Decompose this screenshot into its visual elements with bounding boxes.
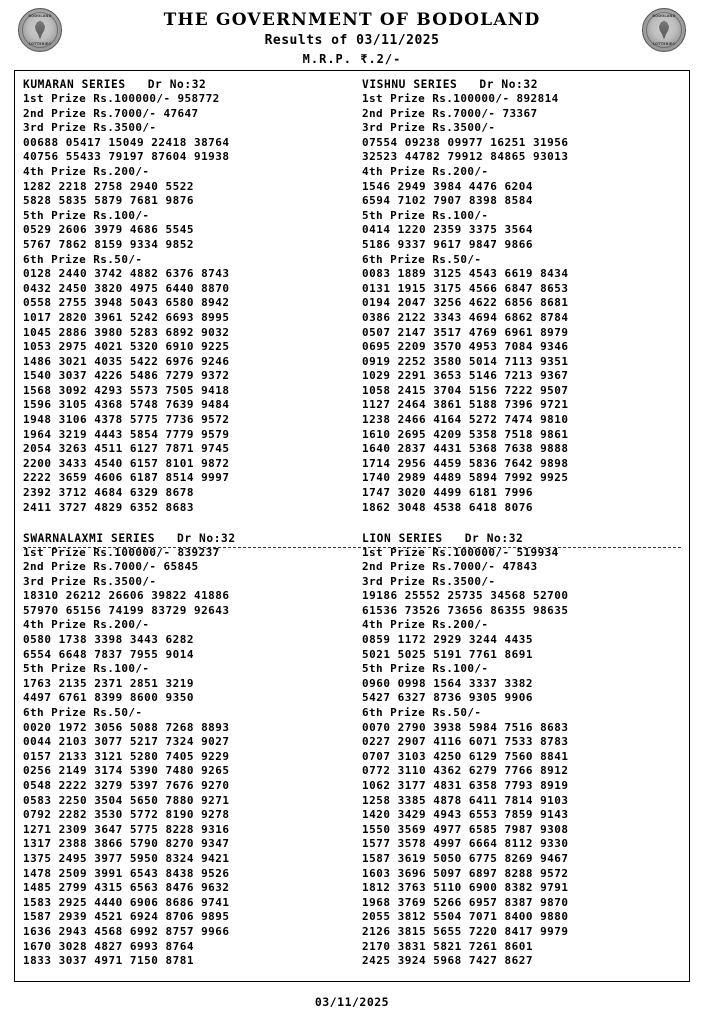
bodoland-emblem-left-icon <box>18 8 62 52</box>
number-line: 1968 3769 5266 6957 8387 9870 <box>362 895 569 909</box>
series-block-lion <box>352 524 681 978</box>
number-line: 0128 2440 3742 4882 6376 8743 <box>23 267 230 281</box>
number-line: 0256 2149 3174 5390 7480 9265 <box>23 764 230 778</box>
prize-line: 2nd Prize Rs.7000/- 65845 <box>23 560 199 574</box>
series-title: LION SERIES Dr No:32 <box>362 531 524 545</box>
number-line: 1568 3092 4293 5573 7505 9418 <box>23 383 230 397</box>
number-line: 2222 3659 4606 6187 8514 9997 <box>23 471 230 485</box>
number-line: 1747 3020 4499 6181 7996 <box>362 486 533 500</box>
number-line: 0580 1738 3398 3443 6282 <box>23 633 194 647</box>
number-line: 1127 2464 3861 5188 7396 9721 <box>362 398 569 412</box>
number-line: 1636 2943 4568 6992 8757 9966 <box>23 924 230 938</box>
number-line: 0558 2755 3948 5043 6580 8942 <box>23 296 230 310</box>
number-line: 2126 3815 5655 7220 8417 9979 <box>362 924 569 938</box>
emblem-top-text: BODOLAND <box>28 14 52 18</box>
number-line: 0919 2252 3580 5014 7113 9351 <box>362 354 569 368</box>
prize-line: 4th Prize Rs.200/- <box>362 618 489 632</box>
number-line: 1603 3696 5097 6897 8288 9572 <box>362 866 569 880</box>
number-line: 1258 3385 4878 6411 7814 9103 <box>362 793 569 807</box>
number-line: 1596 3105 4368 5748 7639 9484 <box>23 398 230 412</box>
number-line: 0548 2222 3279 5397 7676 9270 <box>23 779 230 792</box>
number-line: 1045 2886 3980 5283 6892 9032 <box>23 325 230 339</box>
number-line: 07554 09238 09977 16251 31956 <box>362 135 569 149</box>
number-line: 1485 2799 4315 6563 8476 9632 <box>23 881 230 895</box>
series-block-swarnalaxmi <box>23 524 352 978</box>
prize-line: 6th Prize Rs.50/- <box>23 252 143 266</box>
prize-line: 3rd Prize Rs.3500/- <box>362 574 496 588</box>
prize-line: 1st Prize Rs.100000/- 892814 <box>362 92 559 105</box>
emblem-bottom-text: LOTTERIES <box>28 42 52 46</box>
number-line: 1577 3578 4997 6664 8112 9330 <box>362 837 569 851</box>
prize-line: 6th Prize Rs.50/- <box>362 706 482 720</box>
prize-line: 2nd Prize Rs.7000/- 47843 <box>362 560 538 574</box>
number-line: 1271 2309 3647 5775 8228 9316 <box>23 822 230 836</box>
number-line: 0227 2907 4116 6071 7533 8783 <box>362 735 569 749</box>
results-box <box>14 70 690 982</box>
number-line: 1833 3037 4971 7150 8781 <box>23 954 194 968</box>
prize-line: 6th Prize Rs.50/- <box>362 252 482 266</box>
number-line: 0432 2450 3820 4975 6440 8870 <box>23 281 230 295</box>
prize-line: 1st Prize Rs.100000/- 958772 <box>23 92 220 105</box>
number-line: 0414 1220 2359 3375 3564 <box>362 223 533 237</box>
number-line: 19186 25552 25735 34568 52700 <box>362 589 569 603</box>
prize-line: 4th Prize Rs.200/- <box>23 164 150 178</box>
number-line: 1812 3763 5110 6900 8382 9791 <box>362 881 569 895</box>
prize-line: 6th Prize Rs.50/- <box>23 706 143 720</box>
number-line: 2055 3812 5504 7071 8400 9880 <box>362 910 569 924</box>
number-line: 61536 73526 73656 86355 98635 <box>362 603 569 617</box>
number-line: 5186 9337 9617 9847 9866 <box>362 237 533 251</box>
number-line: 1587 2939 4521 6924 8706 9895 <box>23 910 230 924</box>
number-line: 0529 2606 3979 4686 5545 <box>23 223 194 237</box>
number-line: 2054 3263 4511 6127 7871 9745 <box>23 442 230 456</box>
number-line: 0792 2282 3530 5772 8190 9278 <box>23 808 230 822</box>
prize-line: 5th Prize Rs.100/- <box>23 662 150 676</box>
number-line: 0583 2250 3504 5650 7880 9271 <box>23 793 230 807</box>
number-line: 1740 2989 4489 5894 7992 9925 <box>362 471 569 485</box>
prize-line: 3rd Prize Rs.3500/- <box>362 121 496 135</box>
number-line: 1058 2415 3704 5156 7222 9507 <box>362 383 569 397</box>
number-line: 0386 2122 3343 4694 6862 8784 <box>362 310 569 324</box>
prize-line: 5th Prize Rs.100/- <box>362 662 489 676</box>
prize-line: 5th Prize Rs.100/- <box>23 208 150 222</box>
section-divider <box>23 547 681 548</box>
number-line: 0695 2209 3570 4953 7084 9346 <box>362 340 569 354</box>
number-line: 2200 3433 4540 6157 8101 9872 <box>23 456 230 470</box>
footer-date: 03/11/2025 <box>314 995 390 1009</box>
prize-line: 2nd Prize Rs.7000/- 47647 <box>23 106 199 120</box>
number-line: 1714 2956 4459 5836 7642 9898 <box>362 456 569 470</box>
number-line: 00688 05417 15049 22418 38764 <box>23 135 230 149</box>
number-line: 5767 7862 8159 9334 9852 <box>23 237 194 251</box>
number-line: 1763 2135 2371 2851 3219 <box>23 676 194 690</box>
number-line: 6594 7102 7907 8398 8584 <box>362 194 533 208</box>
emblem-top-text: BODOLAND <box>652 14 676 18</box>
number-line: 1478 2509 3991 6543 8438 9526 <box>23 866 230 880</box>
number-line: 1317 2388 3866 5790 8270 9347 <box>23 837 230 851</box>
prize-line: 4th Prize Rs.200/- <box>362 164 489 178</box>
series-title: VISHNU SERIES Dr No:32 <box>362 78 539 91</box>
number-line: 1964 3219 4443 5854 7779 9579 <box>23 427 230 441</box>
series-title: KUMARAN SERIES Dr No:32 <box>23 78 207 91</box>
number-line: 2170 3831 5821 7261 8601 <box>362 939 533 953</box>
number-line: 1583 2925 4440 6906 8686 9741 <box>23 895 230 909</box>
number-line: 0083 1889 3125 4543 6619 8434 <box>362 267 569 281</box>
number-line: 1375 2495 3977 5950 8324 9421 <box>23 851 230 865</box>
series-block-kumaran <box>23 77 352 524</box>
bodoland-emblem-right-icon <box>642 8 686 52</box>
number-line: 1486 3021 4035 5422 6976 9246 <box>23 354 230 368</box>
emblem-bottom-text: LOTTERIES <box>652 42 676 46</box>
number-line: 5021 5025 5191 7761 8691 <box>362 647 533 661</box>
number-line: 5828 5835 5879 7681 9876 <box>23 194 194 208</box>
number-line: 32523 44782 79912 84865 93013 <box>362 150 569 164</box>
number-line: 0960 0998 1564 3337 3382 <box>362 676 533 690</box>
number-line: 1029 2291 3653 5146 7213 9367 <box>362 369 569 383</box>
number-line: 6554 6648 7837 7955 9014 <box>23 647 194 661</box>
results-date-line: Results of 03/11/2025 <box>264 33 440 48</box>
number-line: 40756 55433 79197 87604 91938 <box>23 150 230 164</box>
number-line: 4497 6761 8399 8600 9350 <box>23 691 194 705</box>
number-line: 2411 3727 4829 6352 8683 <box>23 500 194 514</box>
prize-line: 1st Prize Rs.100000/- 839237 <box>23 545 220 559</box>
series-grid <box>23 77 681 977</box>
number-line: 0772 3110 4362 6279 7766 8912 <box>362 764 569 778</box>
prize-line: 3rd Prize Rs.3500/- <box>23 121 157 135</box>
prize-line: 3rd Prize Rs.3500/- <box>23 574 157 588</box>
series-title: SWARNALAXMI SERIES Dr No:32 <box>23 531 236 545</box>
number-line: 0507 2147 3517 4769 6961 8979 <box>362 325 569 339</box>
number-line: 0070 2790 3938 5984 7516 8683 <box>362 720 569 734</box>
number-line: 1282 2218 2758 2940 5522 <box>23 179 194 193</box>
number-line: 1420 3429 4943 6553 7859 9143 <box>362 808 569 822</box>
number-line: 0131 1915 3175 4566 6847 8653 <box>362 281 569 295</box>
number-line: 1550 3569 4977 6585 7987 9308 <box>362 822 569 836</box>
number-line: 0707 3103 4250 6129 7560 8841 <box>362 749 569 763</box>
prize-line: 5th Prize Rs.100/- <box>362 208 489 222</box>
number-line: 0157 2133 3121 5280 7405 9229 <box>23 749 230 763</box>
prize-line: 4th Prize Rs.200/- <box>23 618 150 632</box>
number-line: 0020 1972 3056 5088 7268 8893 <box>23 720 230 734</box>
number-line: 0859 1172 2929 3244 4435 <box>362 633 533 647</box>
mrp-line: M.R.P. ₹.2/- <box>302 52 402 66</box>
number-line: 1670 3028 4827 6993 8764 <box>23 939 194 953</box>
number-line: 2392 3712 4684 6329 8678 <box>23 486 194 500</box>
page-title: THE GOVERNMENT OF BODOLAND <box>163 10 541 30</box>
prize-line: 2nd Prize Rs.7000/- 73367 <box>362 106 538 120</box>
number-line: 5427 6327 8736 9305 9906 <box>362 691 533 705</box>
number-line: 18310 26212 26606 39822 41886 <box>23 589 230 603</box>
number-line: 1640 2837 4431 5368 7638 9888 <box>362 442 569 456</box>
number-line: 1053 2975 4021 5320 6910 9225 <box>23 340 230 354</box>
number-line: 57970 65156 74199 83729 92643 <box>23 603 230 617</box>
number-line: 1238 2466 4164 5272 7474 9810 <box>362 413 569 427</box>
number-line: 0044 2103 3077 5217 7324 9027 <box>23 735 230 749</box>
number-line: 1587 3619 5050 6775 8269 9467 <box>362 851 569 865</box>
number-line: 0194 2047 3256 4622 6856 8681 <box>362 296 569 310</box>
page-header <box>0 0 704 66</box>
number-line: 1948 3106 4378 5775 7736 9572 <box>23 413 230 427</box>
number-line: 1546 2949 3984 4476 6204 <box>362 179 533 193</box>
number-line: 1610 2695 4209 5358 7518 9861 <box>362 427 569 441</box>
number-line: 1062 3177 4831 6358 7793 8919 <box>362 779 569 792</box>
number-line: 2425 3924 5968 7427 8627 <box>362 954 533 968</box>
number-line: 1540 3037 4226 5486 7279 9372 <box>23 369 230 383</box>
number-line: 1862 3048 4538 6418 8076 <box>362 500 533 514</box>
prize-line: 1st Prize Rs.100000/- 519934 <box>362 545 559 559</box>
series-block-vishnu <box>352 77 681 524</box>
number-line: 1017 2820 3961 5242 6693 8995 <box>23 310 230 324</box>
